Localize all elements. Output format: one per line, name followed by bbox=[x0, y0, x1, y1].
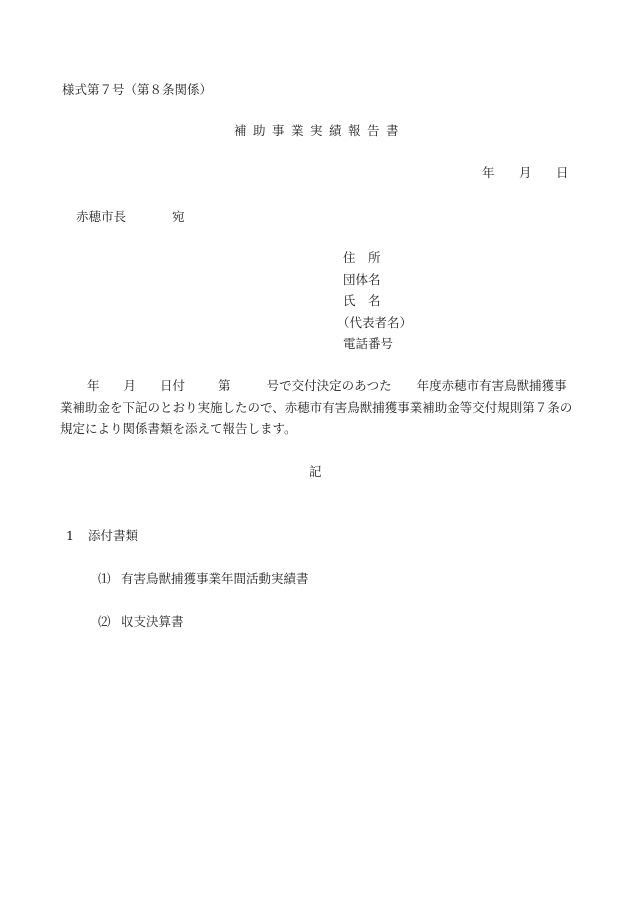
section-number: 1 bbox=[66, 528, 74, 543]
body-year: 年 bbox=[87, 378, 100, 393]
addressee-honorific: 宛 bbox=[172, 209, 185, 224]
attachment-text: 収支決算書 bbox=[121, 614, 184, 629]
ki-heading: 記 bbox=[309, 464, 322, 479]
attachment-marker: ⑴ bbox=[98, 571, 111, 586]
phone-label: 電話番号 bbox=[343, 336, 394, 351]
body-dai: 第 bbox=[218, 378, 231, 393]
address-label: 住 所 bbox=[343, 250, 381, 265]
body-text-end: 年度赤穂市有害鳥獣捕獲事 bbox=[416, 378, 567, 393]
attachment-marker: ⑵ bbox=[98, 614, 111, 629]
body-line-3: 規定により関係書類を添えて報告します。 bbox=[60, 421, 297, 436]
section-title: 添付書類 bbox=[88, 528, 139, 543]
body-day: 日付 bbox=[160, 378, 186, 393]
body-month: 月 bbox=[123, 378, 137, 393]
attachment-text: 有害鳥獣捕獲事業年間活動実績書 bbox=[121, 571, 309, 586]
body-number-suffix: 号で交付決定のあつた bbox=[266, 378, 392, 393]
document-title: 補助事業実績報告書 bbox=[234, 123, 406, 138]
date-month-label: 月 bbox=[519, 165, 532, 180]
body-line-1 bbox=[60, 375, 575, 397]
form-number: 様式第７号（第８条関係） bbox=[62, 82, 213, 97]
representative-label: （代表者名） bbox=[337, 315, 413, 330]
name-label: 氏 名 bbox=[343, 293, 381, 308]
report-body bbox=[60, 375, 575, 440]
date-year-label: 年 bbox=[482, 165, 495, 180]
addressee-name: 赤穂市長 bbox=[76, 209, 127, 224]
date-day-label: 日 bbox=[556, 165, 569, 180]
organization-label: 団体名 bbox=[343, 272, 381, 287]
body-line-2: 業補助金を下記のとおり実施したので、赤穂市有害鳥獣捕獲事業補助金等交付規則第７条の bbox=[60, 399, 573, 415]
